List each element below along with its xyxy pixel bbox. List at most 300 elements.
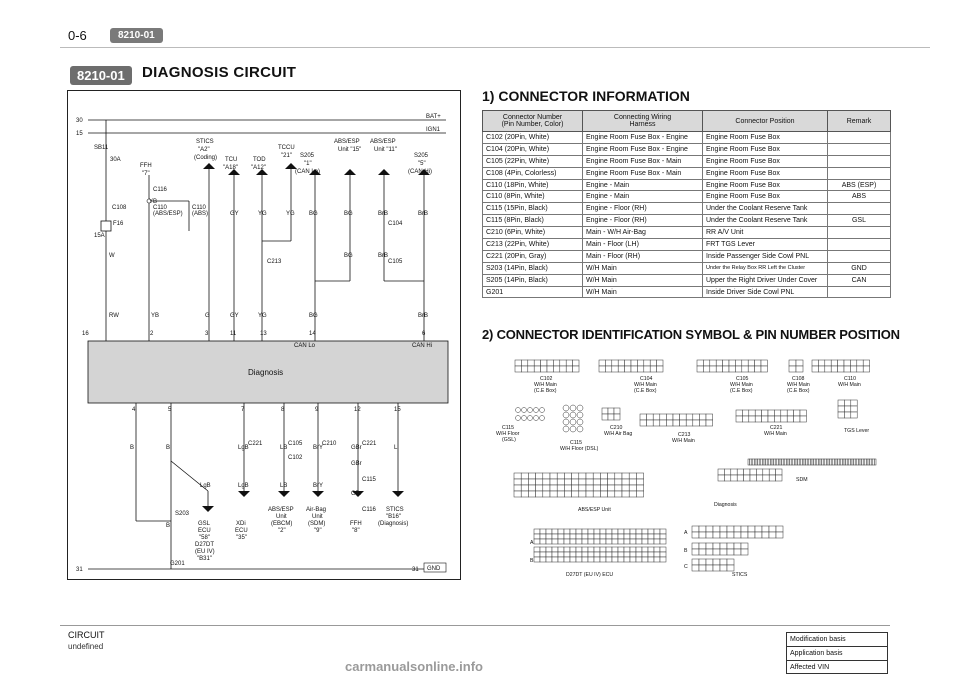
wire-yb: YB <box>151 313 160 319</box>
table-row <box>483 227 891 239</box>
connector-pin-cell <box>543 491 550 497</box>
wire-lb: LB <box>280 483 288 489</box>
connector-pin-cell <box>648 552 654 557</box>
connector-pin-cell <box>606 534 612 539</box>
connector-pin-cell <box>653 414 660 420</box>
connector-pin-cell <box>630 552 636 557</box>
bottom-ffh-1: FFH <box>350 521 362 527</box>
wire-b-right: B <box>166 445 171 451</box>
connector-pin-cell <box>762 416 768 422</box>
connector-pin-cell <box>629 491 636 497</box>
connector-pin-cell <box>654 547 660 552</box>
connector-pin-cell <box>776 532 783 538</box>
connector-pin-cell <box>636 485 643 491</box>
connector-pin-cell <box>522 416 527 421</box>
connector-pin-cell <box>648 547 654 552</box>
connector-pin-cell <box>744 469 750 475</box>
connector-pin-cell <box>528 491 535 497</box>
table-cell: Upper the Right Driver Under Cover <box>703 274 828 286</box>
connector-pin-cell <box>514 485 521 491</box>
connector-pin-cell <box>723 366 729 372</box>
module-stics-top-pin: "A2" <box>198 147 210 153</box>
connector-pin-cell <box>699 565 706 571</box>
connector-pin-cell <box>557 479 564 485</box>
connector-pin-cell <box>863 360 869 366</box>
connector-pin-cell <box>547 366 553 372</box>
table-cell: Main - W/H Air-Bag <box>583 227 703 239</box>
table-cell: Engine Room Fuse Box <box>703 132 828 144</box>
table-row <box>483 143 891 155</box>
connector-pin-cell <box>536 491 543 497</box>
connector-pin-cell <box>558 534 564 539</box>
connector-pin-cell <box>654 534 660 539</box>
connector-pin-cell <box>706 565 713 571</box>
connector-pin-cell <box>558 557 564 562</box>
connector-pin-cell <box>741 532 748 538</box>
connector-pin-cell <box>761 366 767 372</box>
connector-pin-cell <box>546 557 552 562</box>
connector-pin-cell <box>781 416 787 422</box>
connector-pin-cell <box>642 557 648 562</box>
module-s205-hi-extra: (CAN Hi) <box>408 169 432 175</box>
connector-info-title: 1) CONNECTOR INFORMATION <box>482 88 690 104</box>
connector-pin-cell <box>838 406 844 412</box>
connector-pin-cell <box>699 532 706 538</box>
connector-pin-cell <box>680 414 687 420</box>
section-title: DIAGNOSIS CIRCUIT <box>142 64 297 81</box>
conn-c116: C116 <box>153 187 167 193</box>
wire-lgb-gsl: LgB <box>200 483 211 489</box>
bottom-airbag-3: (SDM) <box>308 521 326 527</box>
connector-pin-cell <box>666 414 673 420</box>
bottom-ffh-2: "8" <box>352 528 360 534</box>
table-cell: S203 (14Pin, Black) <box>483 262 583 274</box>
connector-pin-cell <box>699 559 706 565</box>
connector-pin-cell <box>825 366 831 372</box>
connector-pin-cell <box>514 491 521 497</box>
connector-pin-cell <box>776 475 782 481</box>
table-cell: Under the Coolant Reserve Tank <box>703 215 828 227</box>
connector-pin-cell <box>618 552 624 557</box>
wire-lgb-top: LgB <box>238 445 249 451</box>
connector-pin-cell <box>534 557 540 562</box>
wire-yg: YG <box>258 313 267 319</box>
fuse-f16-amp: 15A <box>94 233 105 239</box>
wire-bg-top: BG <box>309 211 318 217</box>
connector-pin-cell <box>692 559 699 565</box>
connector-pin-cell <box>769 532 776 538</box>
connector-pin-cell <box>564 479 571 485</box>
table-cell: Engine Room Fuse Box <box>703 143 828 155</box>
connector-pin-cell <box>570 534 576 539</box>
module-ffh-top-pin: "7" <box>142 171 150 177</box>
conn-c115: C115 <box>362 477 376 483</box>
connector-pin-cell <box>755 416 761 422</box>
connector-pin-cell <box>776 469 782 475</box>
pin-16: 16 <box>82 331 89 337</box>
connector-pin-cell <box>614 408 620 414</box>
connector-pin-cell <box>600 479 607 485</box>
connector-pin-cell <box>624 547 630 552</box>
table-cell: Engine Room Fuse Box - Engine <box>583 143 703 155</box>
label-d27-row-b: B <box>530 558 534 564</box>
table-row <box>483 132 891 144</box>
connector-pin-cell <box>844 360 850 366</box>
fuse-sb11-amp: 30A <box>110 157 121 163</box>
bottom-xdi-3: "35" <box>236 535 247 541</box>
connector-pin-cell <box>570 419 576 425</box>
connector-pin-cell <box>787 410 793 416</box>
connector-pin-cell <box>546 534 552 539</box>
connector-pin-cell <box>534 552 540 557</box>
connector-pin-cell <box>769 469 775 475</box>
connector-pin-cell <box>600 491 607 497</box>
diagnosis-circuit-diagram <box>67 90 461 580</box>
wire-yg-top: YG <box>258 211 267 217</box>
conn-c105: C105 <box>388 259 403 265</box>
connector-pin-cell <box>608 408 614 414</box>
connector-pin-cell <box>642 539 648 544</box>
connector-pin-cell <box>550 491 557 497</box>
connector-pin-cell <box>600 557 606 562</box>
pin-15: 15 <box>394 407 401 413</box>
connector-pin-cell <box>606 547 612 552</box>
connector-pin-cell <box>750 475 756 481</box>
connector-pin-cell <box>744 475 750 481</box>
connector-pin-cell <box>614 414 620 420</box>
connector-pin-cell <box>528 416 533 421</box>
connector-pin-cell <box>748 532 755 538</box>
conn-c108: C108 <box>112 205 127 211</box>
connector-pin-cell <box>741 549 748 555</box>
table-cell: Main - Floor (RH) <box>583 250 703 262</box>
connector-pin-cell <box>618 547 624 552</box>
connector-pin-cell <box>755 410 761 416</box>
label-abs-esp-unit: ABS/ESP Unit <box>578 507 611 513</box>
connector-pin-cell <box>612 557 618 562</box>
connector-pin-cell <box>706 420 713 426</box>
table-cell: Engine Room Fuse Box - Main <box>583 167 703 179</box>
connector-pin-cell <box>713 526 720 532</box>
label-sdm: SDM <box>796 477 808 483</box>
modification-basis: Modification basis <box>787 633 887 647</box>
connector-pin-cell <box>536 485 543 491</box>
connector-pin-cell <box>763 469 769 475</box>
wire-l: L <box>394 445 398 451</box>
connector-pin-cell <box>573 360 579 366</box>
connector-pin-cell <box>600 473 607 479</box>
pin-2: 2 <box>150 331 154 337</box>
connector-pin-cell <box>594 552 600 557</box>
label-c105-2: W/H Main <box>730 382 753 388</box>
connector-pin-cell <box>637 360 643 366</box>
connector-pin-cell <box>618 557 624 562</box>
connector-pin-cell <box>706 532 713 538</box>
table-row <box>483 167 891 179</box>
module-tod: TOD <box>253 157 266 163</box>
connector-pin-cell <box>720 559 727 565</box>
label-c108-2: W/H Main <box>787 382 810 388</box>
connector-pin-cell <box>642 529 648 534</box>
connector-pin-cell <box>857 366 863 372</box>
connector-pin-cell <box>734 532 741 538</box>
connector-pin-cell <box>570 552 576 557</box>
table-cell: C210 (6Pin, White) <box>483 227 583 239</box>
table-cell <box>828 227 891 239</box>
connector-pin-cell <box>570 539 576 544</box>
connector-pin-cell <box>636 534 642 539</box>
connector-pin-cell <box>818 366 824 372</box>
connector-pin-cell <box>570 412 576 418</box>
conn-c110-abs-esp-sub: (ABS/ESP) <box>153 211 183 217</box>
connector-pin-cell <box>572 479 579 485</box>
connector-pin-cell <box>737 475 743 481</box>
connector-pin-cell <box>528 360 534 366</box>
connector-pin-cell <box>577 419 583 425</box>
connector-pin-cell <box>564 534 570 539</box>
connector-pin-cell <box>615 479 622 485</box>
section-code-tab: 8210-01 <box>70 66 132 85</box>
connector-pin-cell <box>625 366 631 372</box>
connector-pin-cell <box>540 539 546 544</box>
connector-pin-cell <box>622 491 629 497</box>
connector-pin-cell <box>697 360 703 366</box>
connector-pin-cell <box>660 557 666 562</box>
connector-pin-cell <box>540 408 545 413</box>
pin-13: 13 <box>260 331 267 337</box>
connector-pin-cell <box>521 485 528 491</box>
table-cell: W/H Main <box>583 274 703 286</box>
connector-pin-cell <box>657 360 663 366</box>
connector-pin-cell <box>624 552 630 557</box>
can-hi-label: CAN Hi <box>412 343 433 349</box>
table-row <box>483 239 891 251</box>
rail-31-left: 31 <box>76 567 83 573</box>
label-c115b-1: C115 <box>570 440 583 446</box>
connector-pin-cell <box>602 414 608 420</box>
table-cell: C110 (18Pin, White) <box>483 179 583 191</box>
connector-pin-cell <box>703 366 709 372</box>
connector-pin-cell <box>636 547 642 552</box>
connector-pin-cell <box>699 526 706 532</box>
module-tcu-pin: "A18" <box>223 165 238 171</box>
header-divider <box>60 47 930 48</box>
connector-pin-cell <box>629 479 636 485</box>
connector-pin-cell <box>570 547 576 552</box>
pin-8: 8 <box>281 407 285 413</box>
connector-pin-cell <box>516 408 521 413</box>
label-c213-2: W/H Main <box>672 438 695 444</box>
bottom-abs-3: (EBCM) <box>271 521 293 527</box>
connector-pin-cell <box>564 539 570 544</box>
connector-pin-cell <box>794 410 800 416</box>
connector-pin-cell <box>636 491 643 497</box>
label-c104-3: (C.E Box) <box>634 388 657 394</box>
connector-pin-cell <box>552 534 558 539</box>
table-cell: Inside Driver Side Cowl PNL <box>703 286 828 298</box>
wire-b-low: B <box>166 523 171 529</box>
label-c105-1: C105 <box>736 376 749 382</box>
label-stics-row-a: A <box>684 530 688 536</box>
label-c108-3: (C.E Box) <box>787 388 810 394</box>
connector-pin-cell <box>750 469 756 475</box>
connector-pin-cell <box>630 529 636 534</box>
connector-pin-cell <box>552 547 558 552</box>
connector-pin-cell <box>624 534 630 539</box>
table-cell: S205 (14Pin, Black) <box>483 274 583 286</box>
label-c221-2: W/H Main <box>764 431 787 437</box>
table-cell: G201 <box>483 286 583 298</box>
connector-pin-cell <box>576 547 582 552</box>
connector-pin-cell <box>727 549 734 555</box>
connector-pin-cell <box>692 526 699 532</box>
connector-pin-cell <box>762 532 769 538</box>
wire-lb-top: LB <box>280 445 288 451</box>
connector-pin-cell <box>653 420 660 426</box>
conn-c104: C104 <box>388 221 403 227</box>
table-cell <box>828 286 891 298</box>
connector-pin-cell <box>579 485 586 491</box>
connector-pin-cell <box>606 539 612 544</box>
connector-pin-cell <box>600 547 606 552</box>
table-header: Connecting Wiring Harness <box>583 111 703 132</box>
table-cell: C105 (22Pin, White) <box>483 155 583 167</box>
label-tgs-lever: TGS Lever <box>844 428 870 434</box>
wire-brb-top: BrB <box>418 211 429 217</box>
connector-pin-cell <box>713 532 720 538</box>
table-cell: Engine Room Fuse Box <box>703 167 828 179</box>
table-cell: Under the Coolant Reserve Tank <box>703 203 828 215</box>
connector-pin-cell <box>570 557 576 562</box>
wire-yg-tccu: YG <box>286 211 295 217</box>
table-cell: Inside Passenger Side Cowl PNL <box>703 250 828 262</box>
connector-pin-cell <box>600 534 606 539</box>
connector-pin-cell <box>563 412 569 418</box>
connector-pin-cell <box>686 420 693 426</box>
table-cell: Engine Room Fuse Box <box>703 155 828 167</box>
connector-pin-cell <box>588 529 594 534</box>
connector-pin-cell <box>781 410 787 416</box>
connector-pin-cell <box>528 473 535 479</box>
connector-pin-cell <box>818 360 824 366</box>
connector-pin-cell <box>796 366 803 372</box>
connector-pin-cell <box>629 485 636 491</box>
connector-pin-cell <box>612 552 618 557</box>
connector-pin-cell <box>710 366 716 372</box>
fuse-sb11: SB11 <box>94 145 109 151</box>
connector-pin-cell <box>534 416 539 421</box>
connector-pin-cell <box>636 473 643 479</box>
connector-pin-cell <box>761 360 767 366</box>
connector-pin-cell <box>693 420 700 426</box>
connector-pin-cell <box>606 529 612 534</box>
module-abs-esp-11-pin: Unit "11" <box>374 147 397 153</box>
bottom-abs-4: "2" <box>278 528 286 534</box>
connector-pin-cell <box>720 549 727 555</box>
table-cell: GND <box>828 262 891 274</box>
module-tcu: TCU <box>225 157 238 163</box>
connector-pin-cell <box>570 405 576 411</box>
connector-pin-cell <box>615 491 622 497</box>
label-diagnosis: Diagnosis <box>714 502 737 508</box>
label-c108-1: C108 <box>792 376 805 382</box>
table-header: Remark <box>828 111 891 132</box>
connector-pin-cell <box>697 366 703 372</box>
connector-info-table <box>482 110 891 298</box>
connector-pin-cell <box>718 475 724 481</box>
connector-pin-cell <box>692 532 699 538</box>
modification-box <box>786 632 888 674</box>
connector-pin-cell <box>514 479 521 485</box>
connector-pin-cell <box>558 539 564 544</box>
connector-pin-cell <box>768 410 774 416</box>
connector-pin-cell <box>540 529 546 534</box>
pin-11: 11 <box>230 331 237 337</box>
wire-rw: RW <box>109 313 119 319</box>
conn-c221-a: C221 <box>248 441 263 447</box>
connector-pin-cell <box>600 529 606 534</box>
connector-pin-cell <box>762 410 768 416</box>
connector-pin-cell <box>534 539 540 544</box>
bottom-xdi-2: ECU <box>235 528 248 534</box>
connector-pin-cell <box>534 366 540 372</box>
connector-pin-cell <box>706 414 713 420</box>
label-c115a-2: W/H Floor <box>496 431 520 437</box>
connector-pin-cell <box>576 534 582 539</box>
wire-w: W <box>109 253 115 259</box>
connector-pin-cell <box>573 366 579 372</box>
connector-pin-cell <box>844 366 850 372</box>
conn-c116-b: C116 <box>362 507 376 513</box>
connector-pin-cell <box>735 360 741 366</box>
connector-pin-cell <box>724 469 730 475</box>
connector-pin-cell <box>660 414 667 420</box>
connector-pin-cell <box>789 366 796 372</box>
connector-pin-cell <box>577 412 583 418</box>
label-stics-row-b: B <box>684 548 688 554</box>
connector-pin-cell <box>713 559 720 565</box>
connector-pin-cell <box>541 360 547 366</box>
connector-pin-cell <box>727 559 734 565</box>
connector-pin-cell <box>703 360 709 366</box>
connector-pin-cell <box>528 485 535 491</box>
module-stics-top: STICS <box>196 139 214 145</box>
connector-pin-cell <box>769 475 775 481</box>
connector-pin-cell <box>550 479 557 485</box>
connector-pin-cell <box>593 473 600 479</box>
connector-pin-cell <box>576 529 582 534</box>
connector-pin-cell <box>540 547 546 552</box>
table-cell: Under the Relay Box RR Left the Cluster <box>703 262 828 274</box>
label-c102-3: (C.E Box) <box>534 388 557 394</box>
table-cell: W/H Main <box>583 262 703 274</box>
conn-c110-abs: C110 <box>192 205 206 211</box>
chapter-code-tab: 8210-01 <box>110 28 163 43</box>
connector-pin-cell <box>543 485 550 491</box>
connector-pin-cell <box>742 416 748 422</box>
connector-pin-cell <box>579 479 586 485</box>
bottom-gsl-2: ECU <box>198 528 211 534</box>
splice-s203: S203 <box>175 511 190 517</box>
table-cell: GSL <box>828 215 891 227</box>
module-tod-pin: "A12" <box>251 165 266 171</box>
connector-pin-cell <box>605 360 611 366</box>
table-cell: C115 (15Pin, Black) <box>483 203 583 215</box>
connector-pin-cell <box>699 420 706 426</box>
connector-pin-cell <box>666 420 673 426</box>
connector-pin-cell <box>552 552 558 557</box>
conn-c110-abs-esp: C110 <box>153 205 167 211</box>
